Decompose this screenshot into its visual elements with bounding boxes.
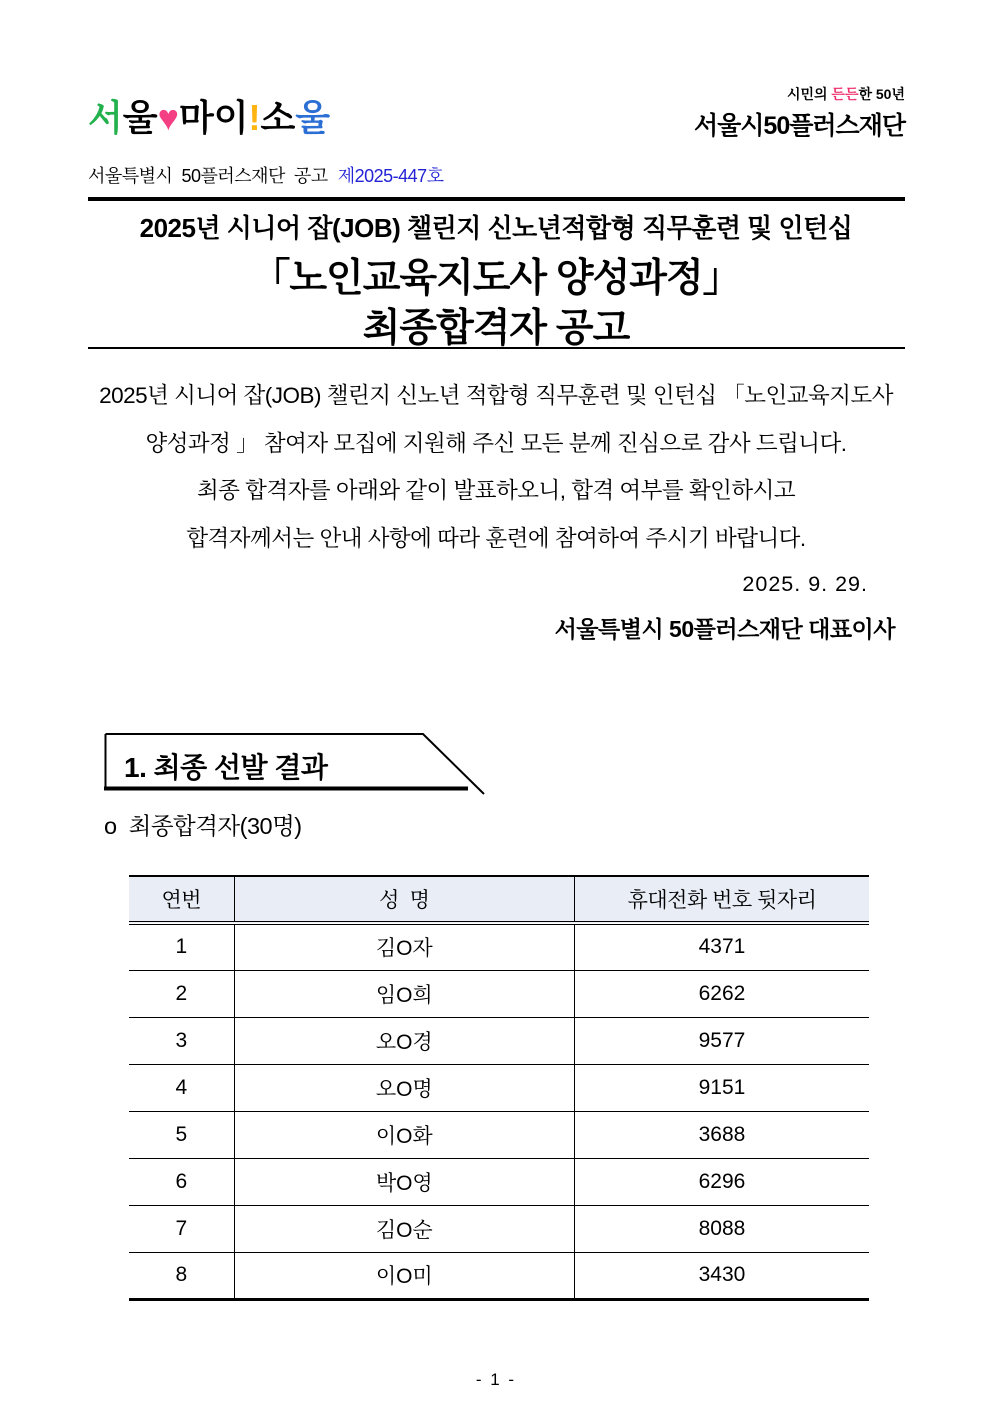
title-line-1: 2025년 시니어 잡(JOB) 챌린지 신노년적합형 직무훈련 및 인턴십 — [139, 213, 853, 243]
phone-cell: 3688 — [698, 1122, 746, 1146]
phone-cell: 9151 — [698, 1075, 746, 1099]
logo-org-name: 서울시50플러스재단 — [693, 112, 905, 140]
table-header-row — [129, 876, 869, 923]
section-title: 1. 최종 선발 결과 — [124, 752, 328, 783]
table-row — [129, 923, 869, 970]
table-row — [129, 1111, 869, 1158]
rank-cell: 6 — [129, 1158, 234, 1205]
tagline-prefix: 시민의 — [786, 86, 832, 102]
logo-part: 울 — [122, 97, 158, 138]
name-cell: 김O순 — [234, 1205, 574, 1252]
phone-cell: 3430 — [698, 1263, 746, 1286]
page-number: - 1 - — [475, 1370, 517, 1389]
table-row — [129, 970, 869, 1017]
rank-cell: 7 — [129, 1205, 234, 1252]
rank-cell: 3 — [129, 1017, 234, 1064]
title-top-rule — [88, 197, 905, 201]
name-cell: 오O경 — [234, 1017, 574, 1064]
title-line-2: 「노인교육지도사 양성과정」 — [251, 257, 741, 300]
rank-cell: 1 — [129, 923, 234, 970]
announcement-date: 2025. 9. 29. — [742, 572, 868, 596]
logo-part: ! — [248, 97, 261, 138]
logo-part: ♥ — [157, 97, 179, 138]
table-row — [129, 1252, 869, 1299]
phone-cell: 6262 — [698, 981, 746, 1005]
column-header: 휴대전화 번호 뒷자리 — [574, 876, 869, 923]
column-header: 성 명 — [234, 876, 574, 923]
body-line: 최종 합격자를 아래와 같이 발표하오니, 합격 여부를 확인하시고 — [196, 478, 796, 503]
section-banner — [104, 733, 486, 795]
name-cell: 오O명 — [234, 1064, 574, 1111]
body-line: 2025년 시니어 잡(JOB) 챌린지 신노년 적합형 직무훈련 및 인턴십 「노인교육지도사 — [99, 383, 893, 408]
column-header: 연번 — [129, 876, 234, 923]
phone-cell: 9577 — [698, 1028, 746, 1052]
name-cell: 이O미 — [234, 1252, 574, 1299]
body-line: 양성과정 」 참여자 모집에 지원해 주신 모든 분께 진심으로 감사 드립니다. — [145, 430, 847, 456]
table-row — [129, 1064, 869, 1111]
table-row — [129, 1017, 869, 1064]
signature-line: 서울특별시 50플러스재단 대표이사 — [554, 616, 895, 642]
phone-cell: 8088 — [698, 1216, 746, 1240]
rank-cell: 8 — [129, 1252, 234, 1299]
logo-part: 서 — [88, 97, 123, 138]
results-table-wrap — [129, 875, 869, 1301]
table-row — [129, 1205, 869, 1252]
phone-cell: 6296 — [698, 1169, 746, 1193]
notice-label: 서울특별시 50플러스재단 공고 — [88, 166, 328, 186]
logo-tagline — [694, 84, 905, 104]
notice-number: 제2025-447호 — [337, 166, 444, 186]
table-body — [129, 923, 869, 1299]
body-paragraph — [60, 372, 932, 562]
results-table — [129, 875, 869, 1301]
logo-part: 마이 — [178, 97, 249, 138]
tagline-highlight: 든든 — [831, 86, 859, 102]
seoul-my-soul-logo — [88, 90, 330, 141]
tagline-suffix: 한 50년 — [858, 86, 905, 102]
section-subtitle: o 최종합격자(30명) — [104, 813, 302, 839]
name-cell: 김O자 — [234, 923, 574, 970]
table-row — [129, 1158, 869, 1205]
logo-part: 소 — [260, 97, 296, 138]
name-cell: 이O화 — [234, 1111, 574, 1158]
notice-number-line — [88, 162, 444, 188]
rank-cell: 2 — [129, 970, 234, 1017]
phone-cell: 4371 — [698, 935, 746, 959]
logo-part: 울 — [295, 97, 331, 138]
name-cell: 박O영 — [234, 1158, 574, 1205]
title-line-3: 최종합격자 공고 — [362, 307, 630, 350]
rank-cell: 5 — [129, 1111, 234, 1158]
rank-cell: 4 — [129, 1064, 234, 1111]
seoul50plus-logo — [694, 84, 905, 142]
body-line: 합격자께서는 안내 사항에 따라 훈련에 참여하여 주시기 바랍니다. — [186, 525, 806, 551]
name-cell: 임O희 — [234, 970, 574, 1017]
